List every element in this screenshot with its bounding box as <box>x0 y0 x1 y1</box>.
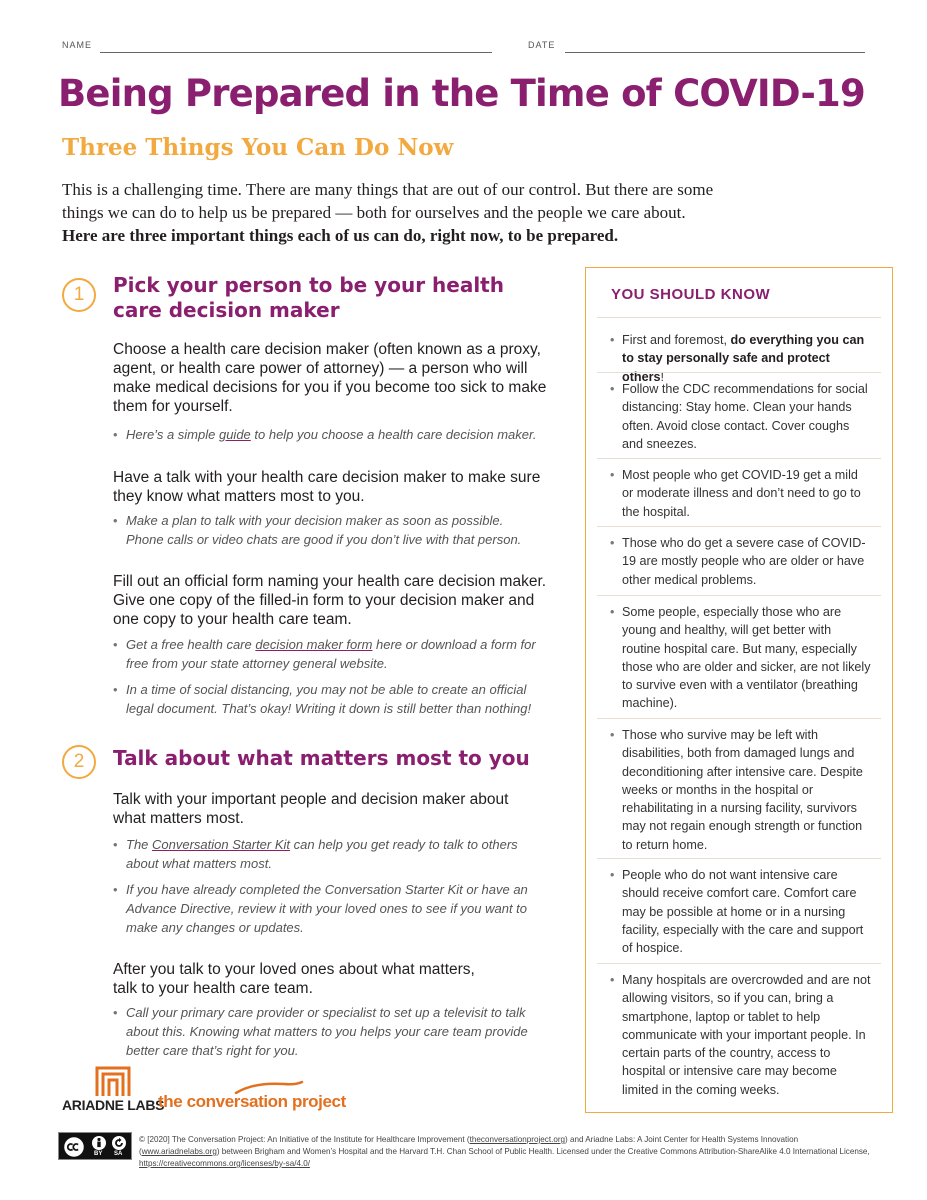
sa-label: SA <box>114 1151 123 1157</box>
list-item: • In a time of social distancing, you may not be able to create an official legal document. That’s okay! Writing it down is still better than nothing! <box>113 680 553 718</box>
intro-text <box>62 178 862 247</box>
name-label: NAME <box>62 40 93 50</box>
sidebar-item: • First and foremost, do everything you can to stay personally safe and protect others! <box>610 331 872 386</box>
section1-para1: Choose a health care decision maker (often known as a proxy, agent, or health care power of attorney) — a person who will make medical decisions for you if you become too sick to make them for yourself. <box>113 341 547 415</box>
sidebar-divider <box>597 858 881 859</box>
section1-bullets-a <box>113 425 563 444</box>
sidebar-item: • People who do not want intensive care should receive comfort care. Comfort care may be possible at home or in a nursing facility, especially with the care and support of hospice. <box>610 866 872 957</box>
conversation-starter-kit-link[interactable]: Conversation Starter Kit <box>152 837 291 852</box>
conversation-project-logo: the conversation project <box>158 1092 346 1111</box>
intro-line-3: Here are three important things each of us can do, right now, to be prepared. <box>62 226 619 245</box>
sidebar-divider <box>597 317 881 318</box>
attribution-icon <box>91 1135 107 1151</box>
by-label: BY <box>94 1151 103 1157</box>
sidebar-item: • Follow the CDC recommendations for social distancing: Stay home. Clean your hands often. Avoid close contact. Cover coughs and sneezes. <box>610 380 872 453</box>
sidebar-item: • Those who do get a severe case of COVID-19 are mostly people who are older or have other medical problems. <box>610 534 872 589</box>
section2-para1: Talk with your important people and decision maker about what matters most. <box>113 791 509 827</box>
date-label: DATE <box>528 40 556 50</box>
sidebar-divider <box>597 458 881 459</box>
sidebar-item: • Many hospitals are overcrowded and are not allowing visitors, so if you can, bring a smartphone, laptop or tablet to help communicate with your important people. In certain parts of the country, access to hospital or intensive care may become limited in the coming weeks. <box>610 971 872 1099</box>
section2-bullets-b <box>113 1003 543 1060</box>
sidebar-item: • Some people, especially those who are young and healthy, will get better with routine hospital care. But many, especially those who are older and sicker, are not likely to survive even with a ventilator (breathing machine). <box>610 603 872 713</box>
section1-para2: Have a talk with your health care decision maker to make sure they know what matters most to you. <box>113 469 541 505</box>
list-item: • Make a plan to talk with your decision maker as soon as possible. Phone calls or video chats are good if you don’t live with that person. <box>113 511 543 549</box>
list-item: • Call your primary care provider or specialist to set up a televisit to talk about this. Knowing what matters to you helps your care team provide better care that’s right for you. <box>113 1003 543 1060</box>
ariadne-labs-logo: ARIADNE LABS <box>62 1097 165 1113</box>
sidebar-divider <box>597 372 881 373</box>
sidebar-divider <box>597 963 881 964</box>
list-item: • Here’s a simple guide to help you choose a health care decision maker. <box>113 425 563 444</box>
page-subtitle: Three Things You Can Do Now <box>62 134 454 161</box>
creative-commons-url[interactable]: https://creativecommons.org/licenses/by-sa/4.0/ <box>139 1159 310 1168</box>
copyright-footer: © [2020] The Conversation Project: An Initiative of the Institute for Healthcare Improvement (theconversationproject.org) and Ariadne Labs: A Joint Center for Health Systems Innovation (www.ariadnelabs.org) between Brigham and Women’s Hospital and the Harvard T.H. Chan School of Public Health. Licensed under the Creative Commons Attribution-ShareAlike 4.0 International License, https://creativecommons.org/licenses/by-sa/4.0/ <box>139 1135 870 1168</box>
ariadne-labs-maze-icon <box>95 1066 131 1096</box>
intro-line-2: things we can do to help us be prepared — both for ourselves and the people we care about. <box>62 203 686 222</box>
sidebar-item: • Those who survive may be left with disabilities, both from damaged lungs and deconditioning after intensive care. Despite weeks or months in the hospital or rehabilitating in a nursing facility, survivors may not regain enough strength or function to return home. <box>610 726 872 854</box>
sidebar-divider <box>597 595 881 596</box>
you-should-know-box <box>585 267 893 1113</box>
section1-bullets-c <box>113 635 553 718</box>
list-item: • The Conversation Starter Kit can help you get ready to talk to others about what matters most. <box>113 835 543 873</box>
sidebar-title: YOU SHOULD KNOW <box>611 286 771 303</box>
decision-maker-form-link[interactable]: decision maker form <box>255 637 373 652</box>
intro-line-1: This is a challenging time. There are many things that are out of our control. But there are some <box>62 180 714 199</box>
guide-link[interactable]: guide <box>218 427 251 442</box>
share-alike-icon <box>111 1135 127 1151</box>
page-title: Being Prepared in the Time of COVID-19 <box>58 72 865 115</box>
sidebar-item: • Most people who get COVID-19 get a mild or moderate illness and don’t need to go to the hospital. <box>610 466 872 521</box>
section2-bullets-a <box>113 835 543 937</box>
step-number-1: 1 <box>62 278 96 312</box>
date-field[interactable] <box>565 52 865 53</box>
conversation-swoosh-icon <box>234 1080 304 1094</box>
ariadne-labs-url[interactable]: www.ariadnelabs.org <box>141 1147 217 1156</box>
sidebar-divider <box>597 718 881 719</box>
section1-bullets-b <box>113 511 543 549</box>
section2-title: Talk about what matters most to you <box>113 746 530 770</box>
step-number-2: 2 <box>62 745 96 779</box>
sidebar-divider <box>597 526 881 527</box>
section1-para3: Fill out an official form naming your health care decision maker. Give one copy of the filled-in form to your decision maker and one copy to your health care team. <box>113 573 547 628</box>
list-item: • Get a free health care decision maker form here or download a form for free from your state attorney general website. <box>113 635 553 673</box>
list-item: • If you have already completed the Conversation Starter Kit or have an Advance Directive, review it with your loved ones to see if you want to make any changes or updates. <box>113 880 543 937</box>
creative-commons-icon <box>62 1135 86 1159</box>
name-field[interactable] <box>100 52 492 53</box>
cc-license-badge <box>58 1132 132 1160</box>
section1-title: Pick your person to be your health care decision maker <box>113 273 504 322</box>
conversation-project-url[interactable]: theconversationproject.org <box>469 1135 566 1144</box>
section2-para2: After you talk to your loved ones about what matters, talk to your health care team. <box>113 961 475 997</box>
